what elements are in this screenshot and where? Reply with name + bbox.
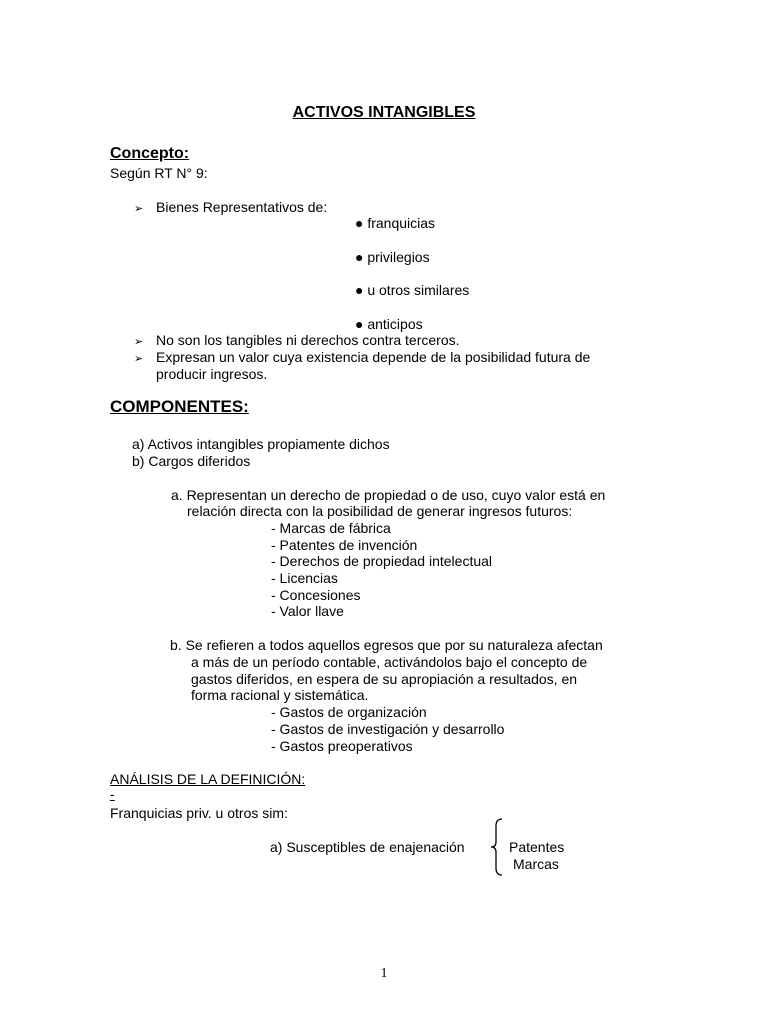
list-item: - Licencias (271, 570, 338, 586)
componentes-heading: COMPONENTES: (110, 397, 249, 416)
paragraph-line: b. Se refieren a todos aquellos egresos que por su naturaleza afectan (170, 637, 603, 653)
list-item: - Concesiones (271, 587, 361, 603)
paragraph-line: a más de un período contable, activándolos bajo el concepto de (191, 654, 588, 670)
list-item: - Patentes de invención (271, 537, 418, 553)
bullet-text: Expresan un valor cuya existencia depende de la posibilidad futura de (156, 349, 591, 365)
list-item: ● u otros similares (355, 282, 470, 298)
bullet-text: Bienes Representativos de: (156, 199, 328, 215)
paragraph-line: forma racional y sistemática. (191, 687, 369, 703)
arrow-bullet-icon: ➢ (134, 336, 144, 348)
list-item: a) Activos intangibles propiamente dichos (132, 436, 390, 452)
bullet-text: No son los tangibles ni derechos contra terceros. (156, 332, 460, 348)
bullet-bienes (134, 199, 327, 218)
page-number: 1 (380, 966, 388, 981)
paragraph-line: gastos diferidos, en espera de su apropiación a resultados, en (191, 671, 578, 687)
curly-brace-icon (490, 818, 504, 876)
document-title: ACTIVOS INTANGIBLES (292, 104, 476, 121)
analisis-heading: ANÁLISIS DE LA DEFINICIÓN: (110, 771, 306, 787)
brace-item: Patentes (509, 839, 565, 855)
analisis-dash: - (110, 786, 115, 802)
list-item: ● anticipos (355, 316, 423, 332)
bullet-no-tangibles (134, 332, 460, 351)
list-item: - Valor llave (271, 603, 344, 619)
list-item: - Derechos de propiedad intelectual (271, 553, 493, 569)
brace-item: Marcas (513, 856, 559, 872)
paragraph-line: a. Representan un derecho de propiedad o de uso, cuyo valor está en (171, 487, 606, 503)
arrow-bullet-icon: ➢ (134, 353, 144, 365)
list-item: - Gastos de investigación y desarrollo (271, 721, 505, 737)
list-item: ● privilegios (355, 249, 430, 265)
arrow-bullet-icon: ➢ (134, 203, 144, 215)
list-item: - Gastos preoperativos (271, 738, 413, 754)
analisis-subheading: Franquicias priv. u otros sim: (110, 805, 288, 821)
bullet-text-continuation: producir ingresos. (156, 366, 268, 382)
concepto-source: Según RT N° 9: (110, 165, 208, 181)
list-item: - Marcas de fábrica (271, 520, 391, 536)
bullet-expresan (134, 349, 590, 368)
list-item: ● franquicias (355, 215, 436, 231)
list-item: - Gastos de organización (271, 704, 427, 720)
concepto-heading: Concepto: (110, 145, 190, 162)
list-item: a) Susceptibles de enajenación (270, 839, 465, 855)
list-item: b) Cargos diferidos (132, 453, 251, 469)
paragraph-line: relación directa con la posibilidad de generar ingresos futuros: (187, 503, 573, 519)
